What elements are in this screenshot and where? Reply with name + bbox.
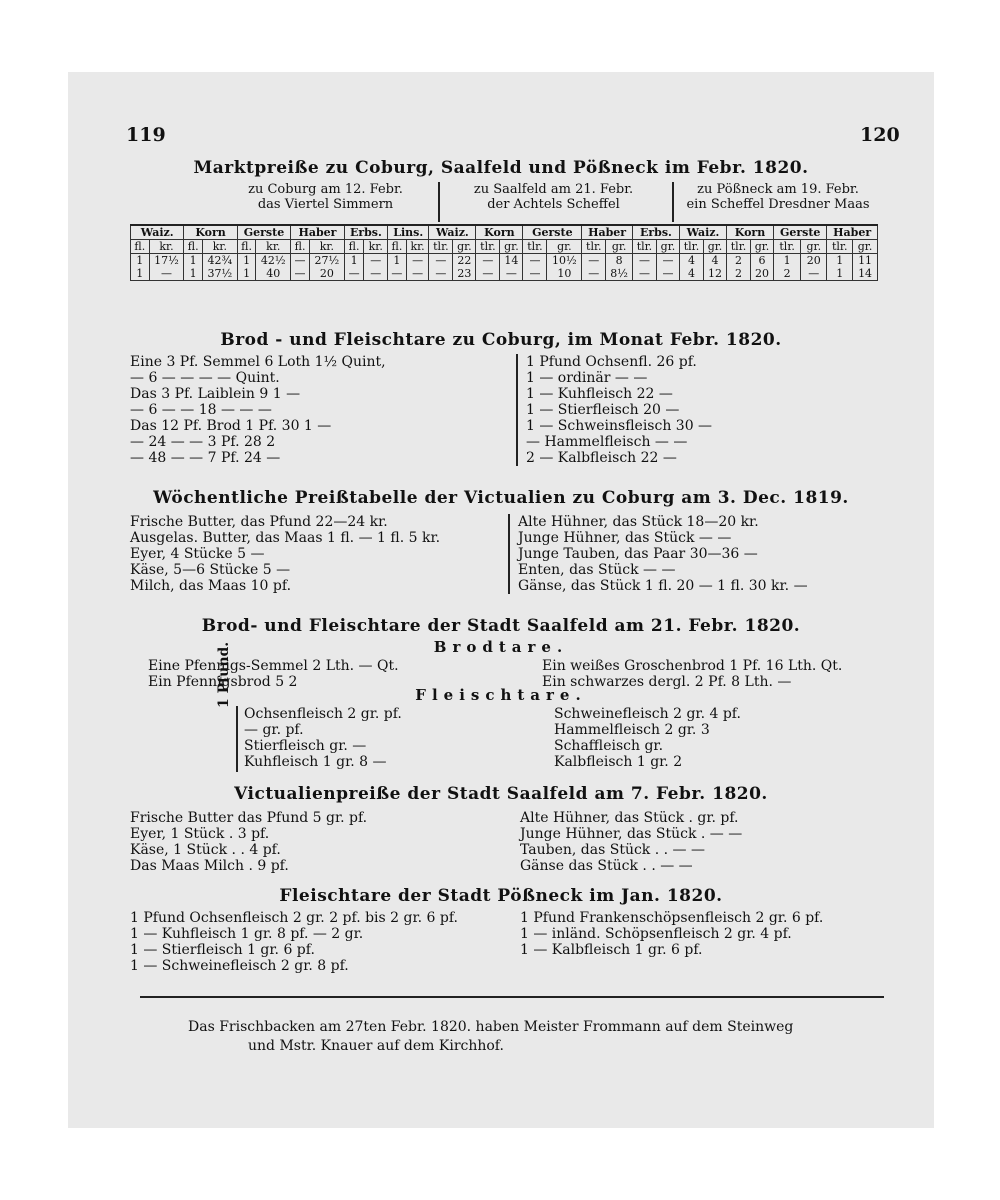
list-item: 1 — Kalbfleisch 1 gr. 6 pf. [520,942,703,958]
unit-header: gr. [500,240,523,254]
grain-header: Waiz. [131,225,184,240]
footer-rule [140,996,884,998]
poessneck-left-list [130,910,458,974]
market-price-table [130,224,878,281]
list-item: 1 — Stierfleisch 1 gr. 6 pf. [130,942,315,958]
price-row [131,254,878,268]
price-cell: 42¾ [202,254,237,268]
price-cell: — [523,254,547,268]
saalfeld-meat-right [554,706,741,770]
divider [672,182,674,222]
list-item: Das Maas Milch . 9 pf. [130,858,289,874]
unit-header: kr. [149,240,184,254]
divider [438,182,440,222]
grain-header: Waiz. [679,225,726,240]
poessneck-date: zu Pößneck am 19. Febr. [697,182,859,197]
grain-header: Korn [476,225,523,240]
list-item: Eyer, 4 Stücke 5 — [130,546,265,562]
unit-header: fl. [184,240,203,254]
price-cell: — [656,267,679,281]
price-cell: 2 [726,267,750,281]
list-item: Stierfleisch gr. — [244,738,367,754]
price-cell: 6 [751,254,774,268]
price-cell: — [388,267,407,281]
price-cell: 17½ [149,254,184,268]
price-cell: 27½ [309,254,344,268]
list-item: — Hammelfleisch — — [526,434,688,450]
price-cell: — [429,267,453,281]
price-cell: — [291,254,310,268]
price-cell: 1 [184,254,203,268]
price-cell: 4 [679,267,703,281]
list-item: Frische Butter das Pfund 5 gr. pf. [130,810,368,826]
list-item: — 24 — — 3 Pf. 28 2 [130,434,276,450]
saalfeld-subheading [446,182,661,212]
unit-header: fl. [388,240,407,254]
document-page [68,72,934,1128]
unit-header-row [131,240,878,254]
grain-header: Haber [827,225,878,240]
price-cell: 20 [751,267,774,281]
price-cell: — [582,254,606,268]
list-item: Eine Pfennigs-Semmel 2 Lth. — Qt. [148,658,399,674]
saalfeld-victuals-heading: Victualienpreiße der Stadt Saalfeld am 7. Febr. 1820. [234,784,768,804]
unit-header: tlr. [774,240,801,254]
list-item: Schaffleisch gr. [554,738,664,754]
footer-line: und Mstr. Knauer auf dem Kirchhof. [248,1038,504,1054]
price-cell: — [406,267,429,281]
price-cell: 42½ [256,254,291,268]
list-item: 1 Pfund Ochsenfleisch 2 gr. 2 pf. bis 2 gr. 6 pf. [130,910,458,926]
price-cell: 1 [237,267,256,281]
saalfeld-victuals-right [520,810,742,874]
grain-header-row [131,225,878,240]
price-cell: 37½ [202,267,237,281]
unit-header: tlr. [632,240,656,254]
price-cell: — [344,267,364,281]
price-cell: 14 [500,254,523,268]
grain-header: Haber [291,225,345,240]
price-cell: 1 [388,254,407,268]
price-cell: — [632,267,656,281]
page-number-right: 120 [860,124,900,146]
price-cell: 1 [184,267,203,281]
list-item: Gänse, das Stück 1 fl. 20 — 1 fl. 30 kr. — [518,578,808,594]
divider [508,514,510,594]
list-item: Junge Tauben, das Paar 30—36 — [518,546,758,562]
list-item: 1 — Schweinefleisch 2 gr. 8 pf. [130,958,349,974]
list-item: Alte Hühner, das Stück 18—20 kr. [518,514,759,530]
price-cell: 4 [704,254,727,268]
grain-header: Korn [726,225,773,240]
unit-header: fl. [237,240,256,254]
price-cell: 40 [256,267,291,281]
price-cell: 2 [726,254,750,268]
coburg-bread-list [130,354,386,466]
list-item: Käse, 5—6 Stücke 5 — [130,562,291,578]
list-item: Ein Pfennigsbrod 5 2 [148,674,298,690]
price-cell: — [500,267,523,281]
list-item: Kalbfleisch 1 gr. 2 [554,754,683,770]
unit-header: fl. [291,240,310,254]
saalfeld-victuals-left [130,810,367,874]
unit-header: tlr. [476,240,500,254]
unit-header: fl. [131,240,150,254]
grain-header: Erbs. [632,225,679,240]
price-cell: 11 [853,254,878,268]
grain-header: Waiz. [429,225,476,240]
poessneck-right-list [520,910,823,958]
price-cell: — [429,254,453,268]
grain-header: Lins. [388,225,429,240]
price-cell: — [149,267,184,281]
grain-header: Gerste [523,225,582,240]
price-cell: 23 [453,267,476,281]
unit-header: gr. [704,240,727,254]
price-cell: — [523,267,547,281]
unit-header: tlr. [429,240,453,254]
saalfeld-date: zu Saalfeld am 21. Febr. [473,182,634,197]
list-item: Enten, das Stück — — [518,562,676,578]
list-item: 1 — Stierfleisch 20 — [526,402,680,418]
saalfeld-measure: der Achtels Scheffel [487,197,620,212]
price-cell: — [291,267,310,281]
list-item: Junge Hühner, das Stück — — [518,530,732,546]
list-item: Eyer, 1 Stück . 3 pf. [130,826,270,842]
list-item: Gänse das Stück . . — — [520,858,693,874]
weekly-right-list [518,514,808,594]
price-cell: 20 [801,254,827,268]
price-cell: 12 [704,267,727,281]
list-item: 1 Pfund Ochsenfl. 26 pf. [526,354,697,370]
list-item: Das 12 Pf. Brod 1 Pf. 30 1 — [130,418,332,434]
unit-header: tlr. [726,240,750,254]
price-cell: 10½ [547,254,582,268]
unit-header: kr. [406,240,429,254]
price-cell: 1 [774,254,801,268]
pound-label: 1 Pfund. [216,641,232,708]
price-cell: — [364,254,388,268]
price-cell: — [801,267,827,281]
grain-header: Erbs. [344,225,387,240]
price-cell: 8 [606,254,633,268]
bread-tariff-subheading: Brodtare. [433,638,569,656]
unit-header: gr. [853,240,878,254]
unit-header: kr. [256,240,291,254]
price-cell: 22 [453,254,476,268]
list-item: Tauben, das Stück . . — — [520,842,705,858]
price-row [131,267,878,281]
list-item: Eine 3 Pf. Semmel 6 Loth 1½ Quint, [130,354,386,370]
page-number-left: 119 [126,124,166,146]
list-item: 2 — Kalbfleisch 22 — [526,450,677,466]
coburg-bread-meat-heading: Brod - und Fleischtare zu Coburg, im Monat Febr. 1820. [220,330,782,350]
price-cell: 1 [131,254,150,268]
price-cell: — [476,267,500,281]
price-cell: 2 [774,267,801,281]
list-item: Frische Butter, das Pfund 22—24 kr. [130,514,388,530]
price-cell: 14 [853,267,878,281]
price-cell: — [582,267,606,281]
unit-header: fl. [344,240,364,254]
poessneck-measure: ein Scheffel Dresdner Maas [686,197,870,212]
poessneck-subheading [678,182,878,212]
list-item: Ochsenfleisch 2 gr. pf. [244,706,402,722]
list-item: — 48 — — 7 Pf. 24 — [130,450,281,466]
coburg-date: zu Coburg am 12. Febr. [248,182,403,197]
unit-header: tlr. [582,240,606,254]
weekly-price-heading: Wöchentliche Preißtabelle der Victualien zu Coburg am 3. Dec. 1819. [153,488,849,508]
list-item: 1 — Kuhfleisch 1 gr. 8 pf. — 2 gr. [130,926,364,942]
unit-header: gr. [547,240,582,254]
price-cell: 20 [309,267,344,281]
weekly-left-list [130,514,440,594]
unit-header: gr. [656,240,679,254]
unit-header: tlr. [523,240,547,254]
list-item: Ausgelas. Butter, das Maas 1 fl. — 1 fl. 5 kr. [130,530,441,546]
meat-tariff-subheading: Fleischtare. [415,686,587,704]
coburg-measure: das Viertel Simmern [257,197,394,212]
price-cell: — [364,267,388,281]
list-item: Junge Hühner, das Stück . — — [520,826,743,842]
list-item: 1 Pfund Frankenschöpsenfleisch 2 gr. 6 pf. [520,910,824,926]
list-item: — 6 — — 18 — — — [130,402,272,418]
list-item: Alte Hühner, das Stück . gr. pf. [520,810,739,826]
unit-header: kr. [202,240,237,254]
grain-header: Korn [184,225,237,240]
list-item: Käse, 1 Stück . . 4 pf. [130,842,281,858]
unit-header: gr. [751,240,774,254]
unit-header: gr. [606,240,633,254]
divider [236,706,238,772]
price-cell: — [632,254,656,268]
grain-header: Gerste [774,225,827,240]
market-prices-heading: Marktpreiße zu Coburg, Saalfeld und Pößneck im Febr. 1820. [193,158,809,178]
coburg-subheading [218,182,433,212]
footer-line: Das Frischbacken am 27ten Febr. 1820. haben Meister Frommann auf dem Steinweg [188,1019,794,1035]
unit-header: tlr. [679,240,703,254]
footer-note [188,1018,793,1056]
list-item: Hammelfleisch 2 gr. 3 [554,722,710,738]
list-item: 1 — Kuhfleisch 22 — [526,386,673,402]
saalfeld-meat-left [244,706,402,770]
grain-header: Gerste [237,225,290,240]
grain-header: Haber [582,225,633,240]
list-item: — 6 — — — — Quint. [130,370,280,386]
list-item: Das 3 Pf. Laiblein 9 1 — [130,386,301,402]
price-cell: 1 [237,254,256,268]
list-item: 1 — ordinär — — [526,370,648,386]
list-item: 1 — inländ. Schöpsenfleisch 2 gr. 4 pf. [520,926,792,942]
price-cell: — [406,254,429,268]
price-cell: 1 [827,267,853,281]
list-item: 1 — Schweinsfleisch 30 — [526,418,713,434]
unit-header: kr. [309,240,344,254]
list-item: Kuhfleisch 1 gr. 8 — [244,754,387,770]
price-cell: 8½ [606,267,633,281]
unit-header: gr. [801,240,827,254]
coburg-meat-list [526,354,712,466]
price-cell: 1 [131,267,150,281]
price-cell: 1 [827,254,853,268]
list-item: Ein weißes Groschenbrod 1 Pf. 16 Lth. Qt. [542,658,843,674]
price-cell: — [476,254,500,268]
price-cell: 1 [344,254,364,268]
unit-header: gr. [453,240,476,254]
unit-header: kr. [364,240,388,254]
price-cell: 4 [679,254,703,268]
list-item: — gr. pf. [244,722,304,738]
poessneck-meat-heading: Fleischtare der Stadt Pößneck im Jan. 1820. [279,886,723,906]
price-cell: 10 [547,267,582,281]
price-cell: — [656,254,679,268]
unit-header: tlr. [827,240,853,254]
list-item: Milch, das Maas 10 pf. [130,578,292,594]
saalfeld-bread-meat-heading: Brod- und Fleischtare der Stadt Saalfeld am 21. Febr. 1820. [201,616,801,636]
divider [516,354,518,466]
list-item: Schweinefleisch 2 gr. 4 pf. [554,706,741,722]
list-item: Ein schwarzes dergl. 2 Pf. 8 Lth. — [542,674,792,690]
